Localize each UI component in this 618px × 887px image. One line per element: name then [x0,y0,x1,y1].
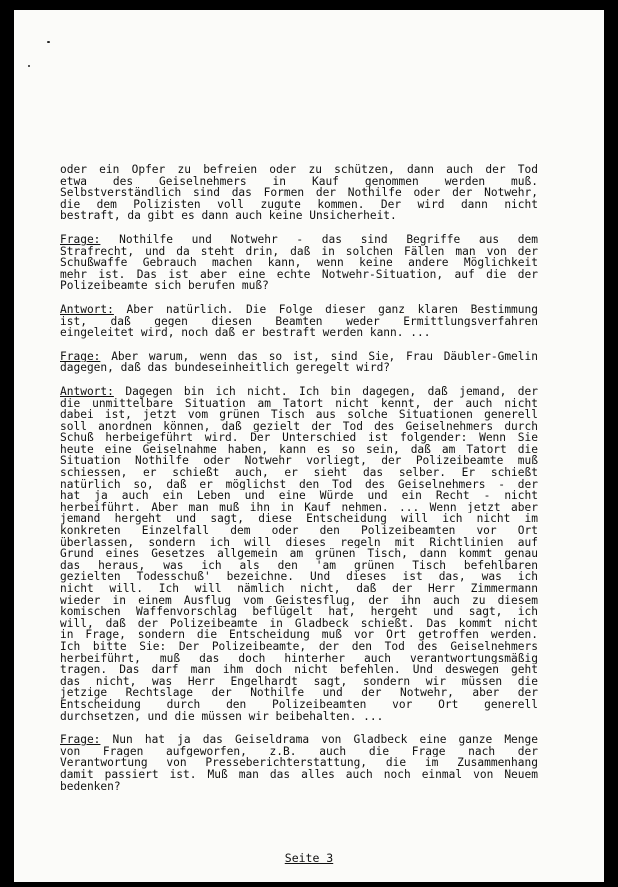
line-text: etwa des Geiselnehmers in Kauf genommen werden muß. [60,175,538,188]
text-line [60,316,538,328]
line-text: Grund eines Gesetzes allgemein am grünen Tisch, dann kommt genau [60,548,538,560]
line-text: Strafrecht, und da steht drin, daß in solchen Fällen man von der [60,245,538,258]
text-line [60,711,538,723]
line-text: natürlich so, daß er möglichst den Tod des Geiselnehmers - der [60,478,538,491]
text-line [60,664,538,676]
line-text: Nothilfe und Notwehr - das sind Begriffe aus dem [119,233,538,246]
speaker-label: Frage: [60,350,101,363]
scan-speck [28,65,30,67]
line-text: Nun hat ja das Geiseldrama von Gladbeck eine ganze Menge [112,734,538,746]
page-footer [0,851,618,865]
text-line [60,444,538,456]
text-line [60,362,538,374]
line-text: nicht will. Ich will nämlich nicht, daß der Herr Zimmermann [60,583,538,595]
text-line [60,164,538,176]
line-text: dabei ist, jetzt vom grünen Tisch aus solche Situationen generell [60,409,538,421]
document-body [60,164,538,804]
text-line [60,210,538,222]
text-line [60,699,538,711]
paragraph [60,351,538,374]
line-text: ist, daß gegen diesen Beamten weder Ermittlungsverfahren [60,315,538,328]
text-line [60,560,538,572]
line-text: Dagegen bin ich nicht. Ich bin dagegen, daß jemand, der [125,385,538,398]
text-line [60,525,538,537]
line-text: konkreten Einzelfall dem oder den Polizeibeamten vor Ort [60,525,538,537]
text-line [60,409,538,421]
paragraph [60,386,538,722]
paragraph [60,164,538,222]
line-text: mehr ist. Das ist aber eine echte Notwehr-Situation, auf die der [60,268,538,281]
line-text: Ich bitte Sie: Der Polizeibeamte, der den Tod des Geiselnehmers [60,640,538,653]
text-line [60,757,538,769]
text-line [60,176,538,188]
line-text: damit passiert ist. Muß man das alles auch noch einmal von Neuem [60,768,538,781]
text-line [60,351,538,363]
text-line [60,606,538,618]
line-text: herbeiführt. Aber man muß ihn in Kauf nehmen. ... Wenn jetzt aber [60,501,538,514]
line-text: Situation Nothilfe oder Notwehr vorliegt, der Polizeibeamte muß [60,455,538,468]
text-line [60,432,538,444]
line-text: die unmittelbare Situation am Tatort nicht kennt, der auch nicht [60,397,538,410]
line-text: durchsetzen, und die müssen wir beibehalten. ... [60,710,384,723]
text-line [60,304,538,316]
text-line [60,455,538,467]
text-line [60,769,538,781]
text-line [60,502,538,514]
text-line [60,537,538,549]
text-line [60,629,538,641]
text-line [60,386,538,398]
line-text: Verantwortung von Presseberichterstattung, die im Zusammenhang [60,757,538,769]
line-text: in Frage, sondern die Entscheidung muß vor Ort getroffen werden. [60,629,538,641]
line-text: Schuß herbeigeführt wird. Der Unterschied ist folgender: Wenn Sie [60,432,538,444]
text-line [60,398,538,410]
text-line [60,327,538,339]
text-line [60,571,538,583]
line-text: Aber natürlich. Die Folge dieser ganz klaren Bestimmung [126,303,538,316]
line-text: oder ein Opfer zu befreien oder zu schützen, dann auch der Tod [60,164,538,176]
scan-speck [47,41,50,43]
text-line [60,583,538,595]
speaker-label: Frage: [60,233,101,246]
speaker-label: Frage: [60,734,101,746]
line-text: schiessen, er schießt auch, er sieht das selber. Er schießt [60,467,538,479]
line-text: eingeleitet wird, noch daß er bestraft werden kann. ... [60,327,431,339]
text-line [60,479,538,491]
line-text: das nicht, was Herr Engelhardt sagt, sondern wir müssen die [60,675,538,688]
line-text: von Fragen aufgeworfen, z.B. auch die Frage nach der [60,745,538,758]
line-text: bestraft, da gibt es dann auch keine Unsicherheit. [60,210,397,222]
line-text: komischen Waffenvorschlag beflügelt hat, hergeht und sagt, ich [60,606,538,618]
line-text: Schußwaffe Gebrauch machen kann, wenn keine andere Möglichkeit [60,257,538,269]
text-line [60,641,538,653]
text-line [60,746,538,758]
line-text: gezielten Todesschuß' bezeichne. Und dieses ist das, was ich [60,571,538,583]
line-text: soll anordnen können, daß gezielt der Tod des Geiselnehmers durch [60,420,538,433]
text-line [60,687,538,699]
line-text: will, daß der Polizeibeamte in Gladbeck schießt. Das kommt nicht [60,617,538,630]
paragraph [60,734,538,792]
paragraph [60,304,538,339]
line-text: überlassen, sondern ich will dieses regeln mit Richtlinien auf [60,536,538,549]
text-line [60,421,538,433]
line-text: tragen. Das darf man ihm doch nicht befehlen. Und deswegen geht [60,664,538,676]
text-line [60,490,538,502]
text-line [60,781,538,793]
page-number: Seite 3 [284,851,334,865]
text-line [60,676,538,688]
text-line [60,548,538,560]
text-line [60,595,538,607]
line-text: herbeiführt, muß das doch hinterher auch verantwortungsmäßig [60,652,538,665]
line-text: jemand hergeht und sagt, diese Entscheidung will ich nicht im [60,513,538,526]
line-text: das heraus, was ich als den 'am grünen Tisch befehlbaren [60,559,538,572]
line-text: wieder in einem Ausflug vom Geistesflug, der ihn auch zu diesem [60,594,538,607]
text-line [60,199,538,211]
line-text: die dem Polizisten voll zugute kommen. Der wird dann nicht [60,198,538,211]
text-line [60,257,538,269]
text-line [60,513,538,525]
line-text: jetzige Rechtslage der Nothilfe und der Notwehr, aber der [60,687,538,699]
paragraph [60,234,538,292]
line-text: Polizeibeamte sich berufen muß? [60,280,269,292]
line-text: Selbstverständlich sind das Formen der Nothilfe oder der Notwehr, [60,187,538,199]
text-line [60,234,538,246]
line-text: bedenken? [60,780,121,793]
line-text: dagegen, daß das bundeseinheitlich geregelt wird? [60,362,391,374]
text-line [60,734,538,746]
line-text: heute eine Geiselnahme haben, kann es so sein, daß am Tatort die [60,443,538,456]
text-line [60,467,538,479]
text-line [60,653,538,665]
line-text: Entscheidung durch den Polizeibeamten vor Ort generell [60,698,538,711]
text-line [60,246,538,258]
line-text: Aber warum, wenn das so ist, sind Sie, Frau Däubler-Gmelin [111,350,538,363]
text-line [60,280,538,292]
text-line [60,187,538,199]
text-line [60,618,538,630]
text-line [60,269,538,281]
line-text: hat ja auch ein Leben und eine Würde und ein Recht - nicht [60,490,538,502]
speaker-label: Antwort: [60,385,114,398]
speaker-label: Antwort: [60,303,114,316]
